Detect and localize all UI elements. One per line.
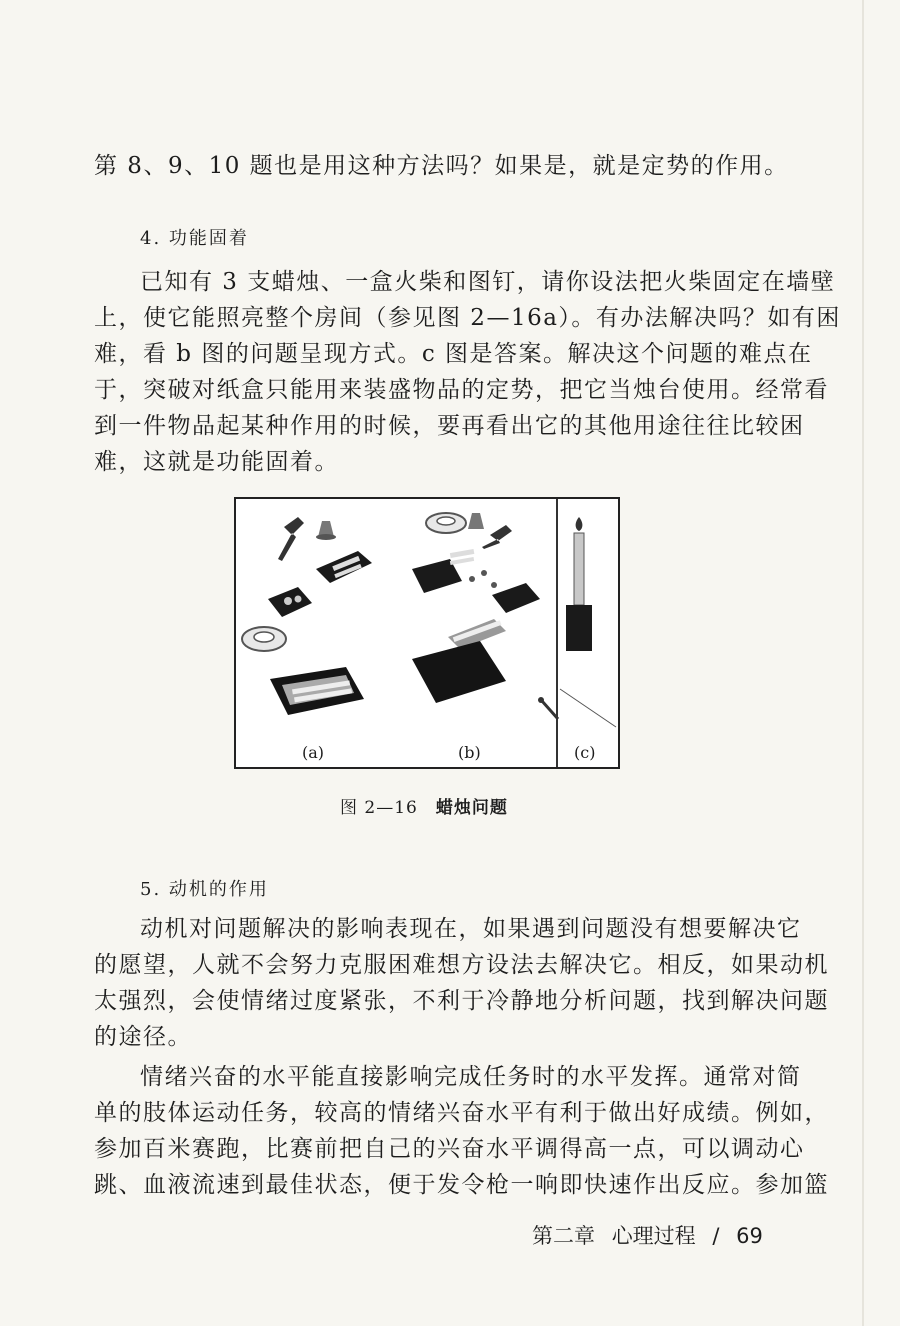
- candle-problem-figure: [234, 497, 620, 769]
- paragraph-line: 太强烈，会使情绪过度紧张，不利于冷静地分析问题，找到解决问题: [94, 988, 829, 1014]
- panel-label-c: (c): [574, 743, 596, 762]
- paragraph-line: 难，这就是功能固着。: [94, 449, 339, 475]
- paragraph-line: 情绪兴奋的水平能直接影响完成任务时的水平发挥。通常对简: [140, 1064, 802, 1090]
- section-4-heading: 4. 功能固着: [140, 228, 249, 249]
- paragraph-line: 上，使它能照亮整个房间（参见图 2—16a）。有办法解决吗？如有困: [94, 305, 841, 331]
- paragraph-line: 动机对问题解决的影响表现在，如果遇到问题没有想要解决它: [140, 916, 802, 942]
- footer-title: 心理过程: [611, 1224, 696, 1248]
- paragraph-line: 单的肢体运动任务，较高的情绪兴奋水平有利于做出好成绩。例如，: [94, 1100, 829, 1126]
- figure-divider: [556, 499, 558, 767]
- panel-b-illustration: [412, 513, 540, 703]
- paragraph-line: 的途径。: [94, 1024, 192, 1050]
- panel-a-illustration: [242, 517, 372, 715]
- candle-problem-illustration: [236, 499, 618, 767]
- paragraph-line: 到一件物品起某种作用的时候，要再看出它的其他用途往往比较困: [94, 413, 805, 439]
- page-footer: [532, 1220, 763, 1250]
- page-number: 69: [736, 1224, 763, 1248]
- panel-c-illustration: [538, 517, 616, 727]
- figure-caption: [340, 793, 508, 818]
- top-line: 第 8、9、10 题也是用这种方法吗？如果是，就是定势的作用。: [94, 153, 789, 179]
- panel-label-a: (a): [302, 743, 325, 762]
- section-5-heading: 5. 动机的作用: [140, 879, 269, 900]
- figure-title: 蜡烛问题: [435, 798, 508, 818]
- panel-label-b: (b): [458, 743, 481, 762]
- paragraph-line: 已知有 3 支蜡烛、一盒火柴和图钉，请你设法把火柴固定在墙壁: [140, 269, 836, 295]
- paragraph-line: 的愿望，人就不会努力克服困难想方设法去解决它。相反，如果动机: [94, 952, 829, 978]
- figure-number: 图 2—16: [340, 798, 418, 818]
- footer-separator: /: [712, 1224, 720, 1248]
- footer-chapter: 第二章: [532, 1224, 595, 1248]
- paragraph-line: 于，突破对纸盒只能用来装盛物品的定势，把它当烛台使用。经常看: [94, 377, 829, 403]
- paragraph-line: 跳、血液流速到最佳状态，便于发令枪一响即快速作出反应。参加篮: [94, 1172, 829, 1198]
- page-edge: [862, 0, 864, 1326]
- paragraph-line: 参加百米赛跑，比赛前把自己的兴奋水平调得高一点，可以调动心: [94, 1136, 805, 1162]
- paragraph-line: 难，看 b 图的问题呈现方式。c 图是答案。解决这个问题的难点在: [94, 341, 813, 367]
